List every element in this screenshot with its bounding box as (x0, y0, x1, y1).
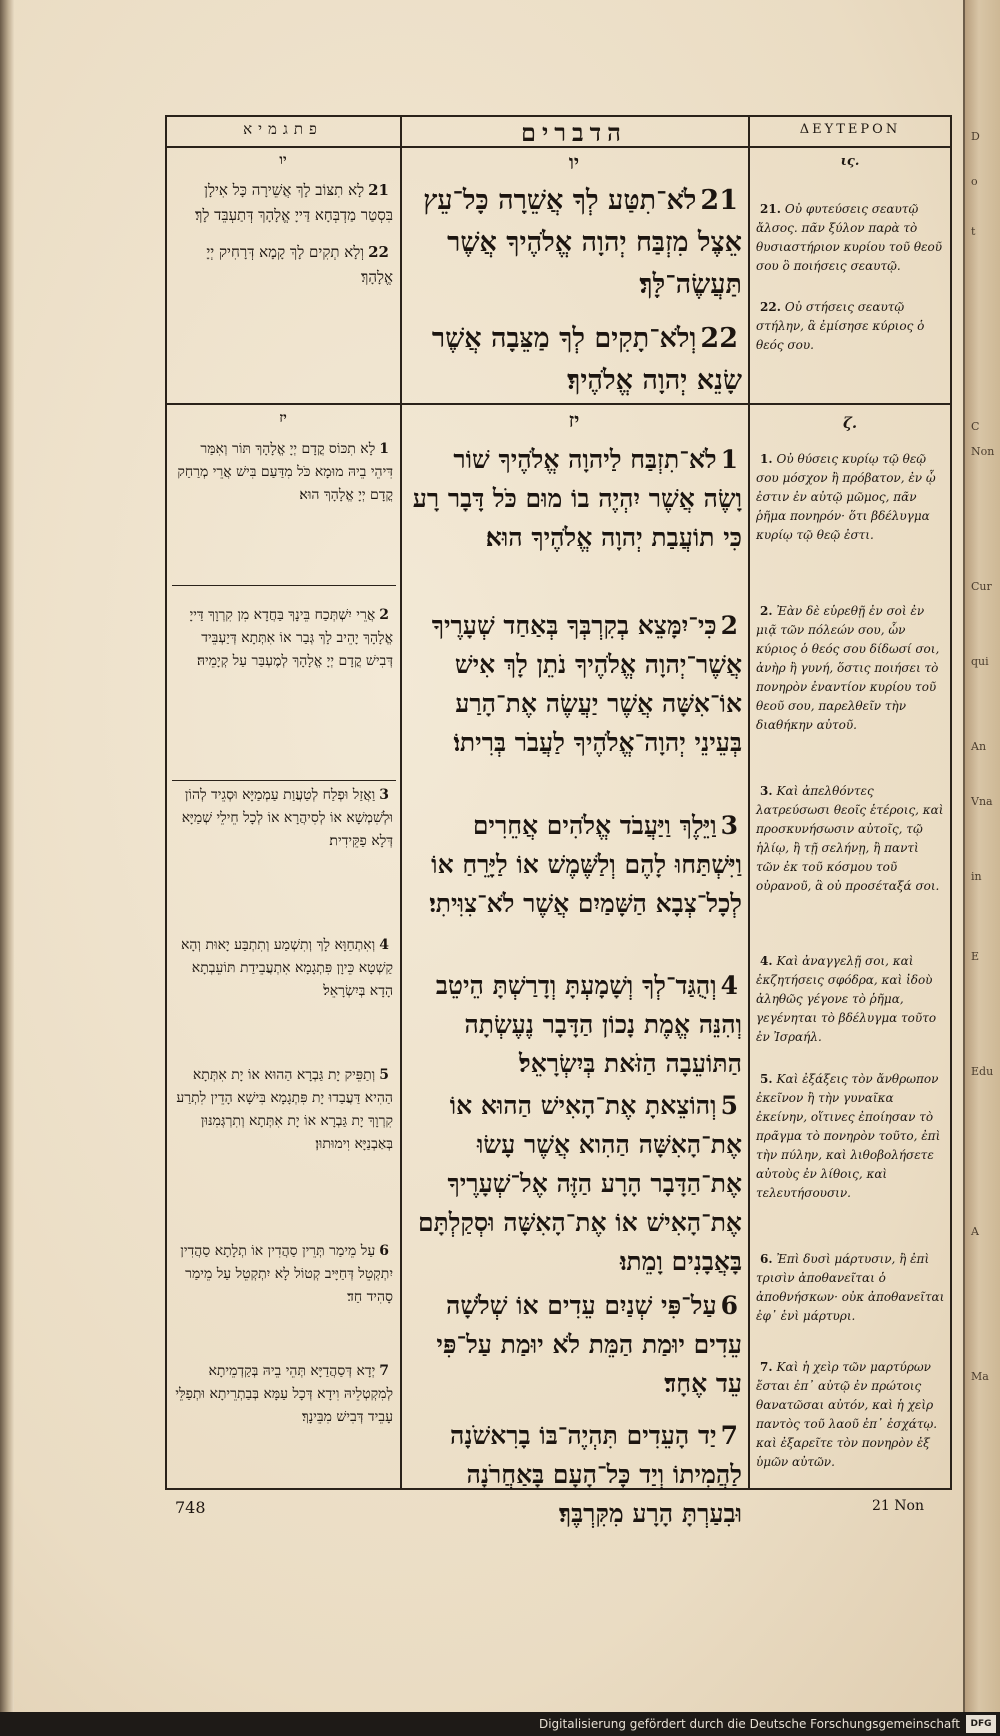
verse-number: 6. (760, 1252, 773, 1266)
facing-page-fragment: Ma (971, 1370, 989, 1383)
column-divider (400, 115, 402, 1490)
verse-text: Ἐὰν δὲ εὑρεθῇ ἐν σοὶ ἐν μιᾷ τῶν πόλεών σου, ὧν κύριος ὁ θεός σου δίδωσί σοι, ἀνὴρ ἢ γυνή, ὅστις ποιήσει τὸ πονηρὸν ἐναντίον κυρίου τοῦ θεοῦ σου, παρελθεῖν τὴν διαθήκην αὐτοῦ. (756, 604, 940, 732)
hebrew-verse-block (410, 180, 742, 402)
verse-number: 4. (760, 954, 773, 968)
greek-verse-block (756, 200, 946, 355)
verse-text: וְאִתְחַוָּא לָךְ וְתִשְׁמַע וְתִתְבַּע יָאוּת וְהָא קַשְׁטָא כֵּיוָן פִּתְגָמָא אִתְעֲבֵידַת תּוֹעֵבְתָא הָדָא בְּיִשְׂרָאֵל׃ (180, 937, 393, 999)
verse-text: עַל־פִּי שְׁנַיִם עֵדִים אוֹ שְׁלֹשָׁה עֵדִים יוּמַת הַמֵּת לֹא יוּמַת עַל־פִּי עֵד אֶחָד׃ (436, 1291, 742, 1398)
aramaic-column-header: פתגמיא (243, 120, 323, 138)
hebrew-verse-block (410, 440, 742, 1533)
verse-text: לֹא־תִטַּע לְךָ אֲשֵׁרָה כָּל־עֵץ אֵצֶל מִזְבַּח יְהוָה אֱלֹהֶיךָ אֲשֶׁר תַּעֲשֶׂה־לָּךְ׃ (423, 185, 742, 300)
verse-text: Οὐ θύσεις κυρίῳ τῷ θεῷ σου μόσχον ἢ πρόβατον, ἐν ᾧ ἐστιν ἐν αὐτῷ μῶμος, πᾶν ῥῆμα πονηρόν· ὅτι βδέλυγμα κυρίῳ τῷ θεῷ ἐστι. (756, 452, 936, 542)
verse-text: וְהֻגַּד־לְךָ וְשָׁמָעְתָּ וְדָרַשְׁתָּ הֵיטֵב וְהִנֵּה אֱמֶת נָכוֹן הַדָּבָר נֶעֶשְׂתָה הַתּוֹעֵבָה הַזֹּאת בְּיִשְׂרָאֵל׃ (435, 971, 742, 1078)
verse-number: 1 (720, 445, 738, 474)
aramaic-chapter-label: יז (279, 410, 287, 426)
verse-text: יְדָא דְּסַהֲדַיָּא תְּהֵי בֵיהּ בְּקַדְמֵיתָא לְמִקְטְלֵיהּ וִידָא דְּכָל עַמָּא בְּבַתְרֵיתָא וּתְפַלֵּי עָבֵיד דְּבִישׁ מִבֵּינָךְ׃ (175, 1363, 393, 1425)
facing-page-fragment: D (971, 130, 980, 143)
verse-number: 2. (760, 604, 773, 618)
catchword: 21 Non (872, 1498, 924, 1514)
greek-chapter-label: ις. (840, 154, 860, 169)
dfg-logo: DFG (966, 1715, 996, 1733)
verse-number: 3. (760, 784, 773, 798)
aramaic-verse-block (175, 438, 393, 1429)
verse-number: 5 (720, 1091, 738, 1120)
verse-number: 1. (760, 452, 773, 466)
verse-text: Οὐ στήσεις σεαυτῷ στήλην, ἃ ἐμίσησε κύριος ὁ θεός σου. (756, 300, 925, 352)
verse-number: 5 (379, 1067, 389, 1083)
greek-column-header: ΔΕΥΤΕΡΟΝ (799, 122, 901, 137)
verse-number: 6 (379, 1243, 389, 1259)
aramaic-verse-block (175, 178, 393, 290)
verse-number: 22 (368, 243, 389, 261)
verse-text: וְלֹא־תָקִים לְךָ מַצֵּבָה אֲשֶׁר שָׂנֵא יְהוָה אֱלֹהֶיךָ׃ (431, 323, 742, 396)
facing-page-fragment: Non (971, 445, 995, 458)
verse-text: Καὶ ἡ χεὶρ τῶν μαρτύρων ἔσται ἐπ᾽ αὐτῷ ἐν πρώτοις θανατῶσαι αὐτόν, καὶ ἡ χεὶρ παντὸς τοῦ λαοῦ ἐπ᾽ ἐσχάτῳ. καὶ ἐξαρεῖτε τὸν πονηρὸν ἐξ ὑμῶν αὐτῶν. (756, 1360, 938, 1469)
hebrew-chapter-label: יז (568, 408, 580, 432)
verse-number: 3 (720, 811, 738, 840)
verse-number: 7 (720, 1421, 738, 1450)
facing-page-fragment: Cur (971, 580, 992, 593)
column-divider (748, 115, 750, 1490)
facing-page-fragment: Vna (971, 795, 993, 808)
verse-text: אֲרֵי יִשְׁתְּכַח בֵּינָךְ בַּחֲדָא מִן קִרְוָךְ דַּייָ אֱלָהָךְ יָהֵיב לָךְ גְּבַר אוֹ אִתְּתָא דְּיַעְבֵּיד דְּבִישׁ קֳדָם יְיָ אֱלָהָךְ לְמֶעְבַּר עַל קְיָמֵיהּ׃ (189, 607, 393, 669)
verse-number: 3 (379, 787, 389, 803)
book-gutter (0, 0, 14, 1712)
facing-page-fragment: in (971, 870, 982, 883)
verse-text: לָא תִצּוֹב לָךְ אֲשֵׁירָה כָּל אִילָן בִּסְטַר מַדְבְּחָא דַּייָ אֱלָהָךְ דְּתַעְבֵּד לָךְ׃ (194, 181, 393, 224)
verse-text: לֹא־תִזְבַּח לַיהוָה אֱלֹהֶיךָ שׁוֹר וָשֶׂה אֲשֶׁר יִהְיֶה בוֹ מוּם כֹּל דָּבָר רָע כִּי תוֹעֲבַת יְהוָה אֱלֹהֶיךָ הוּא׃ (412, 445, 742, 552)
hebrew-column-header: הדברים (521, 118, 627, 147)
greek-chapter-label: ζ. (842, 414, 858, 432)
verse-text: Καὶ ἀναγγελῇ σοι, καὶ ἐκζητήσεις σφόδρα, καὶ ἰδοὺ ἀληθῶς γέγονε τὸ ῥῆμα, γεγένηται τὸ βδέλυγμα τοῦτο ἐν Ἰσραήλ. (756, 954, 937, 1044)
facing-page-fragment: C (971, 420, 980, 433)
verse-text: יַד הָעֵדִים תִּהְיֶה־בּוֹ בָרִאשֹׁנָה לַהֲמִיתוֹ וְיַד כָּל־הָעָם בָּאַחֲרֹנָה וּבִעַרְתָּ הָרָע מִקִּרְבֶּךָ׃ (450, 1421, 742, 1528)
verse-number: 5. (760, 1072, 773, 1086)
verse-text: כִּי־יִמָּצֵא בְקִרְבְּךָ בְּאַחַד שְׁעָרֶיךָ אֲשֶׁר־יְהוָה אֱלֹהֶיךָ נֹתֵן לָךְ אִישׁ אוֹ־אִשָּׁה אֲשֶׁר יַעֲשֶׂה אֶת־הָרַע בְּעֵינֵי יְהוָה־אֱלֹהֶיךָ לַעֲבֹר בְּרִיתוֹ׃ (431, 611, 742, 757)
verse-text: Ἐπὶ δυσὶ μάρτυσιν, ἢ ἐπὶ τρισὶν ἀποθανεῖται ὁ ἀποθνήσκων· οὐκ ἀποθανεῖται ἐφ᾽ ἑνὶ μάρτυρι. (756, 1252, 945, 1323)
verse-number: 6 (720, 1291, 738, 1320)
hebrew-chapter-label: יו (568, 150, 580, 174)
facing-page-fragment: A (971, 1225, 979, 1238)
facing-page-fragment: o (971, 175, 978, 188)
verse-number: 22 (700, 323, 738, 354)
verse-number: 21. (760, 202, 781, 216)
facing-page-fragment: qui (971, 655, 989, 668)
verse-text: וְתַפֵּיק יָת גַּבְרָא הַהוּא אוֹ יָת אִתְּתָא הַהִיא דַּעֲבַדוּ יָת פִּתְגָמָא בִּישָׁא הָדֵין לִתְרַע קִרְוָךְ יָת גַּבְרָא אוֹ יָת אִתְּתָא וְתִרְגְּמִנּוּן בְּאַבְנַיָּא וִימוּתוּן׃ (176, 1067, 393, 1152)
verse-number: 1 (379, 441, 389, 457)
facing-page-fragment: An (971, 740, 987, 753)
chapter-rule (165, 403, 952, 405)
verse-text: וְלָא תְקִים לָךְ קָמָא דְּרָחִיק יְיָ אֱלָהָךְ׃ (206, 243, 393, 286)
aramaic-chapter-label: יו (279, 152, 287, 168)
verse-text: וַיֵּלֶךְ וַיַּעֲבֹד אֱלֹהִים אֲחֵרִים וַיִּשְׁתַּחוּ לָהֶם וְלַשֶּׁמֶשׁ אוֹ לַיָּרֵחַ אוֹ לְכָל־צְבָא הַשָּׁמַיִם אֲשֶׁר לֹא־צִוִּיתִי׃ (429, 811, 742, 918)
verse-number: 2 (720, 611, 738, 640)
verse-text: Καὶ ἀπελθόντες λατρεύσωσι θεοῖς ἑτέροις, καὶ προσκυνήσωσιν αὐτοῖς, τῷ ἡλίῳ, ἢ τῇ σελήνῃ, ἢ παντὶ τῶν ἐκ τοῦ κόσμου τοῦ οὐρανοῦ, ἃ οὐ προσέταξά σοι. (756, 784, 944, 893)
verse-text: וַאֲזַל וּפְלַח לְטַעֲוַת עַמְמַיָּא וּסְגֵיד לְהוֹן וּלְשִׁמְשָׁא אוֹ לְסִיהֲרָא אוֹ לְכָל חֵילֵי שְׁמַיָּא דְּלָא פַקֵּידִית׃ (181, 787, 393, 849)
verse-number: 7. (760, 1360, 773, 1374)
verse-number: 22. (760, 300, 781, 314)
verse-number: 21 (700, 185, 738, 216)
verse-number: 21 (368, 181, 389, 199)
facing-page-edge (963, 0, 1000, 1712)
verse-text: לָא תִכּוֹס קֳדָם יְיָ אֱלָהָךְ תּוֹר וְאִמַּר דִּיהֵי בֵיהּ מוּמָא כֹּל מִדַּעַם בִּישׁ אֲרֵי מְרַחַק קֳדָם יְיָ אֱלָהָךְ הוּא׃ (177, 441, 393, 503)
verse-text: Καὶ ἐξάξεις τὸν ἄνθρωπον ἐκεῖνον ἢ τὴν γυναῖκα ἐκείνην, οἵτινες ἐποίησαν τὸ πρᾶγμα τὸ πονηρὸν τοῦτο, ἐπὶ τὴν πύλην, καὶ λιθοβολήσετε αὐτοὺς ἐν λίθοις, καὶ τελευτήσουσιν. (756, 1072, 941, 1200)
facing-page-fragment: t (971, 225, 976, 238)
facing-page-fragment: E (971, 950, 980, 963)
page-number: 748 (175, 1498, 206, 1517)
verse-text: עַל מֵימַר תְּרֵין סַהֲדִין אוֹ תְלָתָא סַהֲדִין יִתְקְטֵל דְּחַיָּיב קְטוֹל לָא יִתְקְטֵל עַל מֵימַר סָהִיד חַד׃ (180, 1243, 393, 1305)
verse-number: 7 (379, 1363, 389, 1379)
verse-number: 4 (720, 971, 738, 1000)
verse-text: Οὐ φυτεύσεις σεαυτῷ ἄλσος. πᾶν ξύλον παρὰ τὸ θυσιαστήριον κυρίου τοῦ θεοῦ σου ὃ ποιήσεις σεαυτῷ. (756, 202, 943, 273)
facing-page-fragment: Edu (971, 1065, 994, 1078)
verse-number: 4 (379, 937, 389, 953)
verse-text: וְהוֹצֵאתָ אֶת־הָאִישׁ הַהוּא אוֹ אֶת־הָאִשָּׁה הַהִוא אֲשֶׁר עָשׂוּ אֶת־הַדָּבָר הָרָע הַזֶּה אֶל־שְׁעָרֶיךָ אֶת־הָאִישׁ אוֹ אֶת־הָאִשָּׁה וּסְקַלְתָּם בָּאֲבָנִים וָמֵתוּ׃ (417, 1091, 742, 1276)
digitization-credit: Digitalisierung gefördert durch die Deutsche Forschungsgemeinschaft (0, 1712, 1000, 1736)
greek-verse-block (756, 450, 946, 1472)
verse-number: 2 (379, 607, 389, 623)
